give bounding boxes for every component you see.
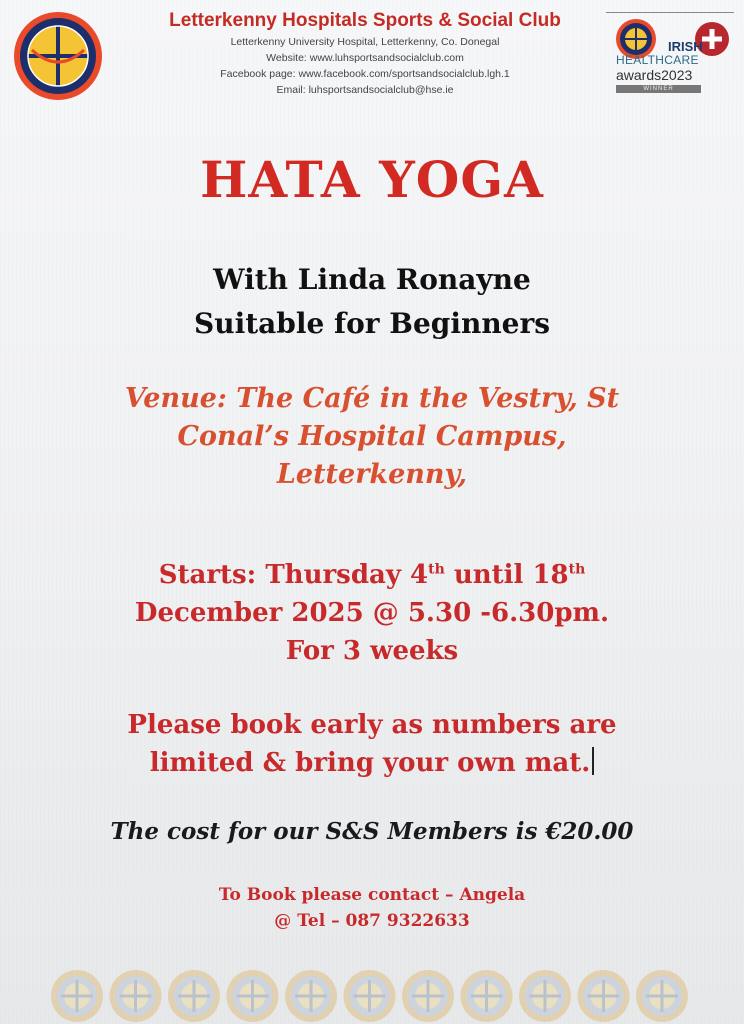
book-early-line-1: Please book early as numbers are: [127, 710, 617, 740]
cost: The cost for our S&S Members is €20.00: [110, 818, 634, 845]
award-word-1: IRISH: [668, 39, 703, 54]
footer-crest-icon: [168, 970, 220, 1022]
club-name: Letterkenny Hospitals Sports & Social Club: [169, 10, 561, 31]
venue-line-2: Conal’s Hospital Campus,: [177, 421, 567, 452]
starts-text-a: Starts: Thursday 4: [158, 560, 429, 590]
club-facebook: Facebook page: www.facebook.com/sportsandsocialclub.lgh.1: [220, 68, 510, 80]
text-cursor: [592, 747, 594, 775]
venue-block: [0, 380, 744, 494]
starts-block: [0, 556, 744, 670]
venue-line-1: Venue: The Café in the Vestry, St: [124, 383, 620, 414]
starts-line-2: December 2025 @ 5.30 -6.30pm.: [134, 598, 610, 628]
contact-block: [0, 882, 744, 934]
healthcare-award-badge: [606, 12, 734, 105]
venue-line-3: Letterkenny,: [276, 459, 468, 490]
starts-sup-1: th: [428, 561, 445, 578]
award-word-2: HEALTHCARE: [616, 53, 699, 67]
footer-crest-icon: [227, 970, 279, 1022]
starts-line-3: For 3 weeks: [285, 636, 459, 666]
award-word-4: WINNER: [616, 85, 701, 93]
footer-crest-icon: [51, 970, 103, 1022]
footer-crest-icon: [344, 970, 396, 1022]
starts-sup-2: th: [568, 561, 586, 578]
footer-crest-icon: [110, 970, 162, 1022]
starts-text-b: until 18: [444, 560, 569, 590]
footer-crest-icon: [578, 970, 630, 1022]
award-word-3: awards2023: [616, 67, 693, 83]
club-crest-icon: [12, 10, 104, 102]
book-early-line-2-text: limited & bring your own mat.: [149, 748, 591, 778]
event-title: HATA YOGA: [200, 150, 544, 209]
footer-crest-row: [48, 964, 698, 1024]
club-website: Website: www.luhsportsandsocialclub.com: [266, 52, 464, 64]
contact-line-1: To Book please contact – Angela: [218, 885, 526, 905]
book-early-line-2: [0, 744, 744, 782]
book-early-block: [0, 706, 744, 782]
footer-crest-icon: [402, 970, 454, 1022]
club-email: Email: luhsportsandsocialclub@hse.ie: [276, 84, 454, 96]
footer-crest-icon: [519, 970, 571, 1022]
level: Suitable for Beginners: [193, 307, 551, 340]
instructor: With Linda Ronayne: [213, 263, 531, 296]
footer-crest-icon: [636, 970, 688, 1022]
club-address: Letterkenny University Hospital, Letterkenny, Co. Donegal: [230, 36, 500, 48]
contact-line-2: @ Tel – 087 9322633: [274, 911, 470, 931]
footer-crest-icon: [285, 970, 337, 1022]
footer-crest-icon: [461, 970, 513, 1022]
club-header: [130, 8, 600, 98]
starts-line-1: [0, 556, 744, 594]
